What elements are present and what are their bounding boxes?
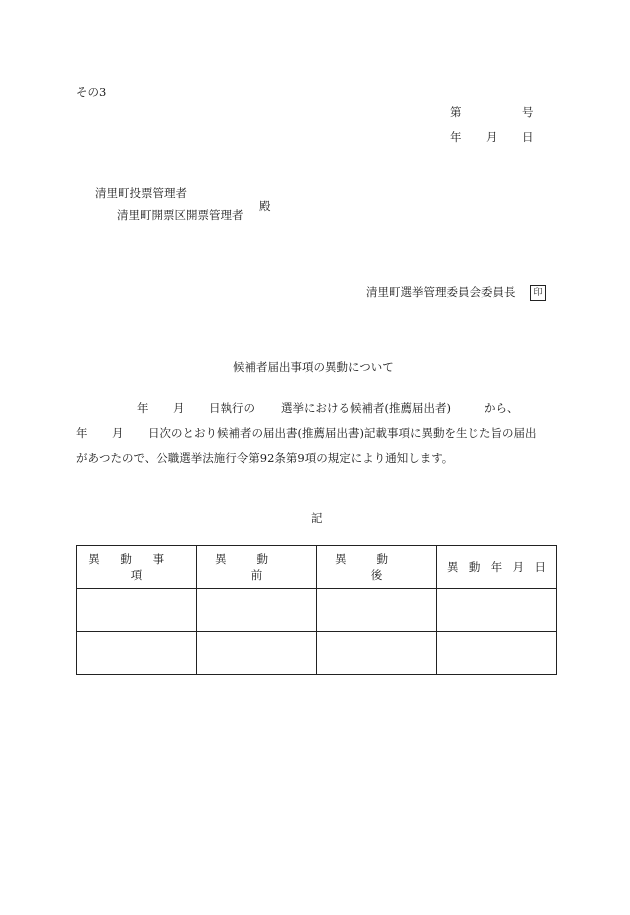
table-cell xyxy=(437,589,557,632)
table-cell xyxy=(197,632,317,675)
header-change-item: 異動事項 xyxy=(77,546,197,589)
change-table xyxy=(76,545,557,675)
table-cell xyxy=(317,589,437,632)
table-row xyxy=(77,632,557,675)
table-cell xyxy=(77,632,197,675)
header-change-date: 異動年月日 xyxy=(437,546,557,589)
table-cell xyxy=(197,589,317,632)
table-row xyxy=(77,589,557,632)
body-line3: があつたので、公職選挙法施行令第92条第9項の規定により通知します。 xyxy=(76,451,454,465)
seal-stamp: 印 xyxy=(530,285,546,301)
table-cell xyxy=(77,589,197,632)
header-before-change: 異動前 xyxy=(197,546,317,589)
header-after-change: 異動後 xyxy=(317,546,437,589)
body-month-2: 月 xyxy=(112,426,124,440)
document-title: 候補者届出事項の異動について xyxy=(233,360,394,374)
addressee-honorific: 殿 xyxy=(259,199,271,213)
body-line2-rest: 日次のとおり候補者の届出書(推薦届出書)記載事項に異動を生じた旨の届出 xyxy=(148,426,537,440)
body-election: 選挙における候補者(推薦届出者) xyxy=(281,401,451,415)
addressee-counting-manager: 清里町開票区開票管理者 xyxy=(117,208,244,222)
doc-number-dai: 第 xyxy=(450,105,462,119)
body-from: から、 xyxy=(484,401,519,415)
table-cell xyxy=(437,632,557,675)
ki-heading: 記 xyxy=(311,511,323,525)
form-label: その3 xyxy=(76,85,107,99)
body-month-1: 月 xyxy=(173,401,185,415)
body-year-2: 年 xyxy=(76,426,88,440)
body-day-exec: 日執行の xyxy=(209,401,255,415)
table-header-row xyxy=(77,546,557,589)
doc-date-day: 日 xyxy=(522,130,534,144)
body-year-1: 年 xyxy=(137,401,149,415)
doc-number-go: 号 xyxy=(522,105,534,119)
doc-date-year: 年 xyxy=(450,130,462,144)
table-cell xyxy=(317,632,437,675)
addressee-voting-manager: 清里町投票管理者 xyxy=(95,186,187,200)
sender-name: 清里町選挙管理委員会委員長 xyxy=(366,285,516,299)
doc-date-month: 月 xyxy=(486,130,498,144)
